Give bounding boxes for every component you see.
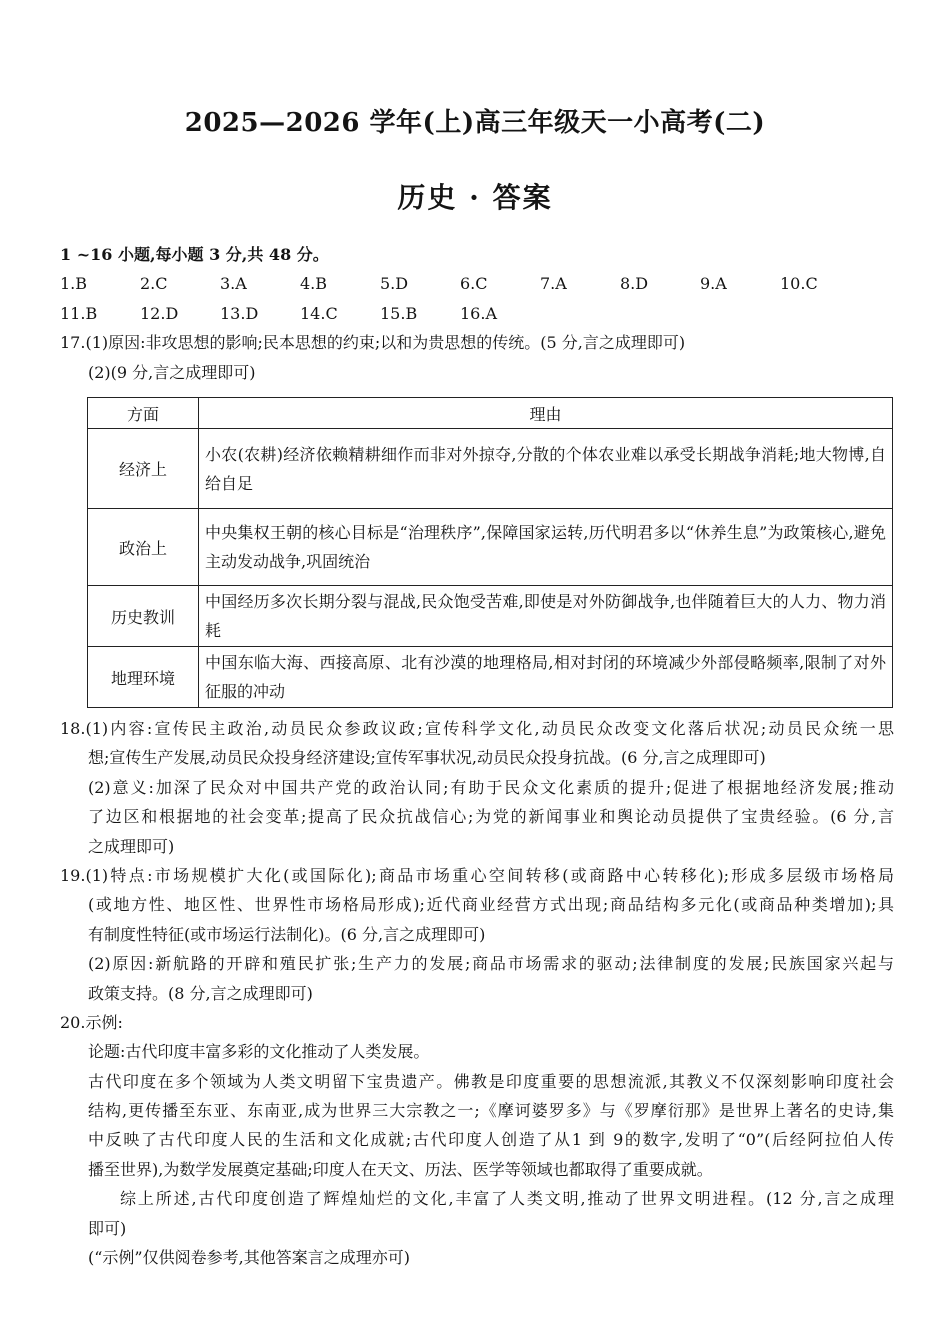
document-subtitle: 历史 · 答案	[397, 181, 553, 214]
q20-line: 即可)	[88, 1218, 127, 1238]
aspect-cell: 政治上	[88, 509, 199, 586]
q19-line: 19.(1)特点:市场规模扩大化(或国际化);商品市场重心空间转移(或商路中心转移化);形成多层级市场格局	[60, 865, 894, 885]
q17-part1: 17.(1)原因:非攻思想的影响;民本思想的约束;以和为贵思想的传统。(5 分,言之成理即可)	[60, 333, 686, 353]
answer: 2.C	[140, 274, 168, 294]
table-row	[88, 586, 893, 647]
answer: 8.D	[620, 274, 649, 294]
q20-line: 论题:古代印度丰富多彩的文化推动了人类发展。	[88, 1042, 430, 1062]
answer: 16.A	[460, 303, 497, 323]
answer: 12.D	[140, 303, 179, 323]
q20-line: 结构,更传播至东亚、东南亚,成为世界三大宗教之一;《摩诃婆罗多》与《罗摩衍那》是世界上著名的史诗,集	[88, 1101, 894, 1121]
document-title: 2025—2026 学年(上)高三年级天一小高考(二)	[184, 108, 766, 138]
reason-cell: 小农(农耕)经济依赖精耕细作而非对外掠夺,分散的个体农业难以承受长期战争消耗;地大物博,自给自足	[199, 429, 893, 509]
q20-line: 综上所述,古代印度创造了辉煌灿烂的文化,丰富了人类文明,推动了世界文明进程。(12 分,言之成理	[120, 1189, 894, 1209]
answer: 5.D	[380, 274, 409, 294]
q19-line: (或地方性、地区性、世界性市场格局形成);近代商业经营方式出现;商品结构多元化(或商品种类增加);具	[88, 895, 894, 915]
table-row	[88, 647, 893, 708]
q19-line: (2)原因:新航路的开辟和殖民扩张;生产力的发展;商品市场需求的驱动;法律制度的发展;民族国家兴起与	[88, 954, 894, 974]
aspect-cell: 历史教训	[88, 586, 199, 647]
answer: 1.B	[60, 274, 88, 294]
answer: 14.C	[300, 303, 338, 323]
answer: 7.A	[540, 274, 567, 294]
answer: 15.B	[380, 303, 418, 323]
section-subjective	[60, 714, 894, 1272]
answer: 10.C	[780, 274, 818, 294]
answer: 9.A	[700, 274, 727, 294]
q19-line: 政策支持。(8 分,言之成理即可)	[88, 983, 313, 1003]
q18-line: 了边区和根据地的社会变革;提高了民众抗战信心;为党的新闻事业和舆论动员提供了宝贵经验。(6 分,言	[88, 807, 894, 827]
answer: 4.B	[300, 274, 328, 294]
table-header: 理由	[199, 398, 893, 429]
section-objective	[60, 240, 894, 387]
q20-line: 播至世界),为数学发展奠定基础;印度人在天文、历法、医学等领域也都取得了重要成就。	[88, 1159, 713, 1179]
table-row	[88, 429, 893, 509]
answer: 13.D	[220, 303, 259, 323]
mc-intro: 1 ~16 小题,每小题 3 分,共 48 分。	[60, 245, 329, 264]
answer: 3.A	[220, 274, 247, 294]
q18-line: 18.(1)内容:宣传民主政治,动员民众参政议政;宣传科学文化,动员民众改变文化落后状况;动员民众统一思	[60, 719, 894, 738]
aspect-cell: 地理环境	[88, 647, 199, 708]
q18-line: (2)意义:加深了民众对中国共产党的政治认同;有助于民众文化素质的提升;促进了根据地经济发展;推动	[88, 777, 894, 797]
q17-part2: (2)(9 分,言之成理即可)	[88, 362, 256, 382]
table-header-row	[88, 398, 893, 429]
table-row	[88, 509, 893, 586]
answer: 11.B	[60, 303, 98, 323]
q20-note: (“示例”仅供阅卷参考,其他答案言之成理亦可)	[88, 1248, 410, 1268]
q20-line: 中反映了古代印度人民的生活和文化成就;古代印度人创造了从1 到 9的数字,发明了“0”(后经阿拉伯人传	[88, 1130, 894, 1150]
table-header: 方面	[88, 398, 199, 429]
q18-line: 之成理即可)	[88, 836, 175, 856]
answer: 6.C	[460, 274, 488, 294]
reason-cell: 中国东临大海、西接高原、北有沙漠的地理格局,相对封闭的环境减少外部侵略频率,限制了对外征服的冲动	[199, 647, 893, 708]
q20-line: 古代印度在多个领域为人类文明留下宝贵遗产。佛教是印度重要的思想流派,其教义不仅深刻影响印度社会	[88, 1071, 894, 1091]
q19-line: 有制度性特征(或市场运行法制化)。(6 分,言之成理即可)	[88, 924, 486, 944]
answer-row-1	[60, 269, 894, 298]
q17-table	[87, 397, 893, 708]
aspect-cell: 经济上	[88, 429, 199, 509]
reason-cell: 中国经历多次长期分裂与混战,民众饱受苦难,即使是对外防御战争,也伴随着巨大的人力、物力消耗	[199, 586, 893, 647]
q18-line: 想;宣传生产发展,动员民众投身经济建设;宣传军事状况,动员民众投身抗战。(6 分,言之成理即可)	[88, 748, 766, 768]
q20-line: 20.示例:	[60, 1012, 123, 1032]
reason-cell: 中央集权王朝的核心目标是“治理秩序”,保障国家运转,历代明君多以“休养生息”为政策核心,避免主动发动战争,巩固统治	[199, 509, 893, 586]
answer-row-2	[60, 299, 894, 328]
